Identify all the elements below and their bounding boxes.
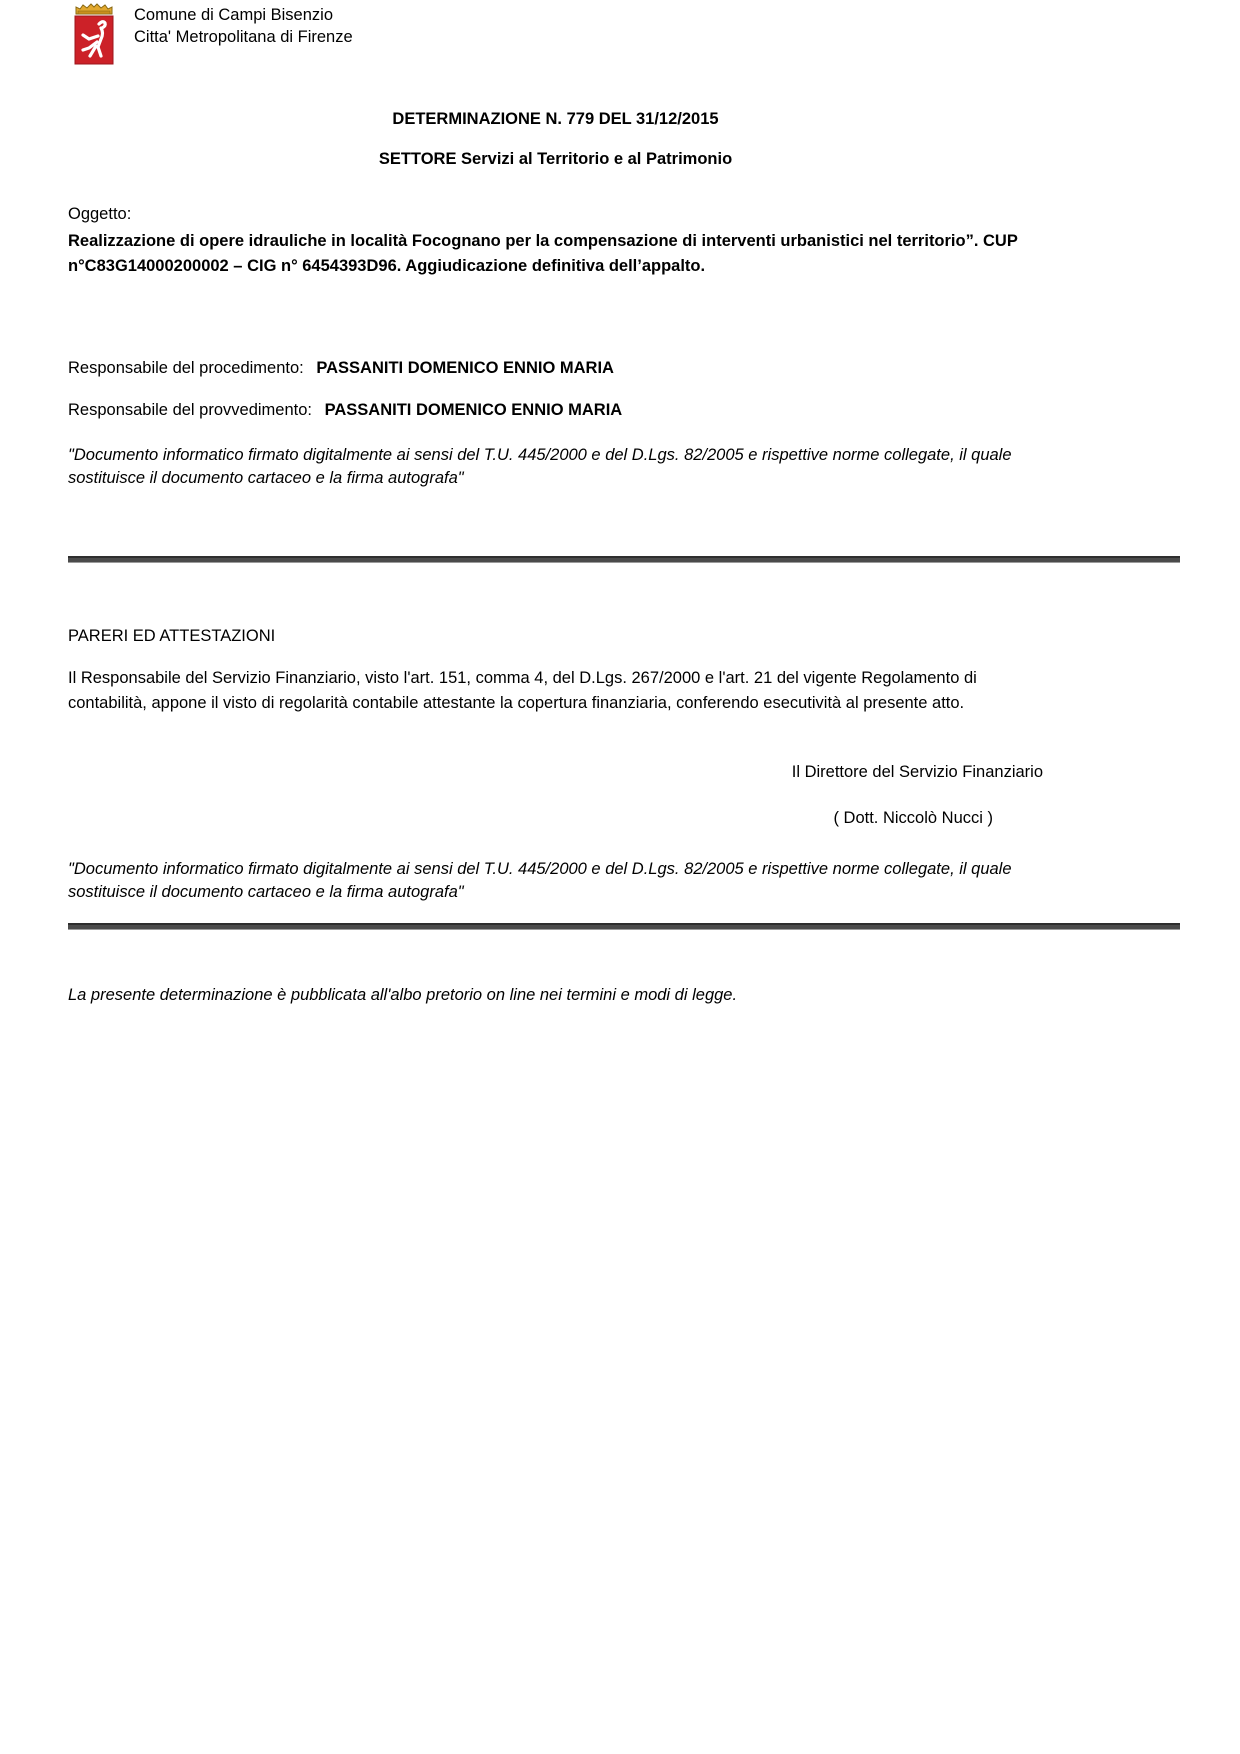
subject-text: Realizzazione di opere idrauliche in località Focognano per la compensazione di interventi urbanistici nel territorio”. CUP n°C83G14000200002 – CIG n° 6454393D96. Aggiudicazione definitiva dell’appalto. (68, 232, 1018, 275)
responsible-provision-name: PASSANITI DOMENICO ENNIO MARIA (324, 401, 623, 419)
digital-signature-note: "Documento informatico firmato digitalmente ai sensi del T.U. 445/2000 e del D.Lgs. 82/2005 e rispettive norme collegate, il quale sostituisce il documento cartaceo e la firma autografa" (68, 446, 1012, 487)
org-name: Comune di Campi Bisenzio (134, 6, 334, 24)
digital-signature-note: "Documento informatico firmato digitalmente ai sensi del T.U. 445/2000 e del D.Lgs. 82/2005 e rispettive norme collegate, il quale sostituisce il documento cartaceo e la firma autografa" (68, 860, 1012, 901)
municipal-crest-icon (68, 2, 120, 71)
signer-title: Il Direttore del Servizio Finanziario (791, 763, 1043, 781)
horizontal-divider (68, 923, 1180, 930)
determination-title: DETERMINAZIONE N. 779 DEL 31/12/2015 (392, 110, 719, 128)
horizontal-divider (68, 556, 1180, 563)
responsible-procedure-name: PASSANITI DOMENICO ENNIO MARIA (316, 359, 614, 377)
responsible-provision-row (68, 401, 622, 420)
sector-subtitle: SETTORE Servizi al Territorio e al Patrimonio (378, 150, 733, 168)
signer-name: ( Dott. Niccolò Nucci ) (833, 809, 993, 827)
org-subname: Citta' Metropolitana di Firenze (134, 28, 353, 46)
pareri-body: Il Responsabile del Servizio Finanziario, visto l'art. 151, comma 4, del D.Lgs. 267/2000 e l'art. 21 del vigente Regolamento di contabilità, appone il visto di regolarità contabile attestante la copertura finanziaria, conferendo esecutività al presente atto. (68, 669, 977, 712)
document-header (68, 2, 353, 71)
subject-label: Oggetto: (68, 205, 132, 223)
publication-note: La presente determinazione è pubblicata all'albo pretorio on line nei termini e modi di legge. (68, 986, 738, 1004)
responsible-procedure-row (68, 359, 614, 378)
pareri-heading: PARERI ED ATTESTAZIONI (68, 627, 276, 645)
responsible-procedure-label: Responsabile del procedimento: (68, 359, 304, 377)
responsible-provision-label: Responsabile del provvedimento: (68, 401, 312, 419)
